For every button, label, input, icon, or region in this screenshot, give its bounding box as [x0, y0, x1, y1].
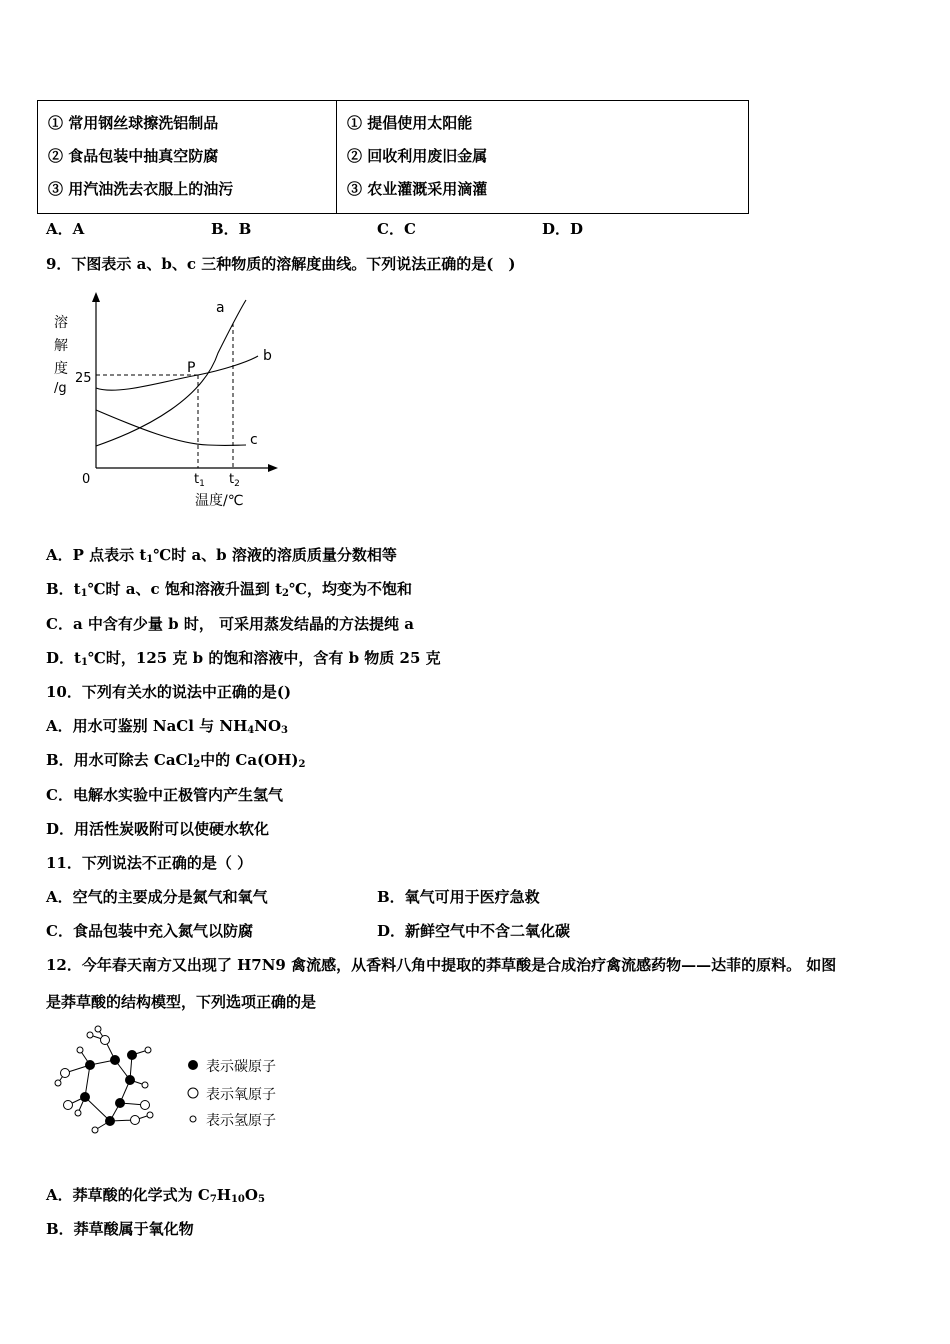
y-axis-arrow [92, 292, 100, 302]
xlabel: 温度/℃ [195, 493, 244, 509]
curve-b [96, 356, 258, 390]
legend-carbon-symbol [188, 1060, 198, 1070]
shikimic-acid-model [50, 1025, 170, 1140]
legend-symbols [185, 1057, 201, 1127]
q8-left-2: ② 食品包装中抽真空防腐 [48, 147, 219, 165]
q8-option-a[interactable]: A．A [46, 220, 85, 238]
t2-label: $t_2$ [229, 472, 240, 489]
q8-right-cell [337, 101, 749, 214]
q8-option-b[interactable]: B．B [211, 220, 252, 238]
ylabel-char-2: 解 [54, 338, 68, 354]
q11-stem: 11．下列说法不正确的是（ ） [46, 854, 253, 872]
origin-label: 0 [82, 472, 91, 487]
curve-c [96, 410, 246, 445]
q10-option-d[interactable]: D．用活性炭吸附可以使硬水软化 [46, 820, 270, 838]
q12-stem-line1: 12．今年春天南方又出现了 H7N9 禽流感，从香料八角中提取的莽草酸是合成治疗禽流感药物——达菲的原料。 如图 [46, 956, 837, 974]
legend-hydrogen: 表示氢原子 [206, 1113, 276, 1129]
q8-right-3: ③ 农业灌溉采用滴灌 [347, 180, 488, 198]
q9-option-c[interactable]: C．a 中含有少量 b 时， 可采用蒸发结晶的方法提纯 a [46, 615, 414, 633]
q9-option-d[interactable]: D．$t_1℃$时，125 克 b 的饱和溶液中，含有 b 物质 25 克 [46, 649, 441, 668]
q8-left-3: ③ 用汽油洗去衣服上的油污 [48, 180, 234, 198]
ylabel-char-1: 溶 [54, 315, 68, 331]
q12-option-b[interactable]: B．莽草酸属于氧化物 [46, 1220, 194, 1238]
q8-left-cell [38, 101, 337, 214]
q10-option-a[interactable]: A．用水可鉴别 NaCl 与 $NH_4NO_3$ [46, 717, 288, 736]
q10-option-b[interactable]: B．用水可除去 CaCl$_2$中的 $Ca(OH)_2$ [46, 751, 306, 770]
solubility-graph [48, 288, 288, 513]
curve-b-label: b [263, 348, 272, 364]
point-p-label: P [187, 360, 196, 376]
q11-option-d[interactable]: D．新鲜空气中不含二氧化碳 [377, 922, 571, 940]
curve-a [96, 300, 246, 446]
legend-hydrogen-symbol [190, 1116, 196, 1122]
legend-oxygen: 表示氧原子 [206, 1087, 276, 1103]
q8-left-1: ① 常用钢丝球擦洗铝制品 [48, 114, 219, 132]
ylabel-char-3: 度 [54, 361, 68, 377]
q8-option-c[interactable]: C．C [377, 220, 416, 238]
q11-option-c[interactable]: C．食品包装中充入氮气以防腐 [46, 922, 253, 940]
q11-option-a[interactable]: A．空气的主要成分是氮气和氧气 [46, 888, 268, 906]
q9-stem: 9．下图表示 a、b、c 三种物质的溶解度曲线。下列说法正确的是( ) [46, 255, 516, 273]
y-tick-25: 25 [75, 371, 92, 386]
q8-right-1: ① 提倡使用太阳能 [347, 114, 473, 132]
ylabel-char-4: /g [54, 381, 67, 396]
q8-right-2: ② 回收利用废旧金属 [347, 147, 488, 165]
q12-stem-line2: 是莽草酸的结构模型，下列选项正确的是 [46, 993, 317, 1011]
t1-label: $t_1$ [194, 472, 205, 489]
q12-option-a[interactable]: A．莽草酸的化学式为 $C_7H_{10}O_5$ [46, 1186, 265, 1205]
q9-option-a[interactable]: A．P 点表示 $t_1℃$时 a、b 溶液的溶质质量分数相等 [46, 546, 397, 565]
legend-oxygen-symbol [188, 1088, 198, 1098]
q8-table [37, 100, 749, 214]
q10-stem: 10．下列有关水的说法中正确的是() [46, 683, 292, 701]
curve-c-label: c [250, 432, 258, 448]
q9-option-b[interactable]: B．$t_1℃$时 a、c 饱和溶液升温到 $t_2℃$，均变为不饱和 [46, 580, 412, 599]
q11-option-b[interactable]: B．氧气可用于医疗急救 [377, 888, 540, 906]
curve-a-label: a [216, 300, 225, 316]
oxygen-atoms [61, 1036, 150, 1125]
q8-option-d[interactable]: D．D [542, 220, 584, 238]
x-axis-arrow [268, 464, 278, 472]
legend-carbon: 表示碳原子 [206, 1059, 276, 1075]
q10-option-c[interactable]: C．电解水实验中正极管内产生氢气 [46, 786, 283, 804]
